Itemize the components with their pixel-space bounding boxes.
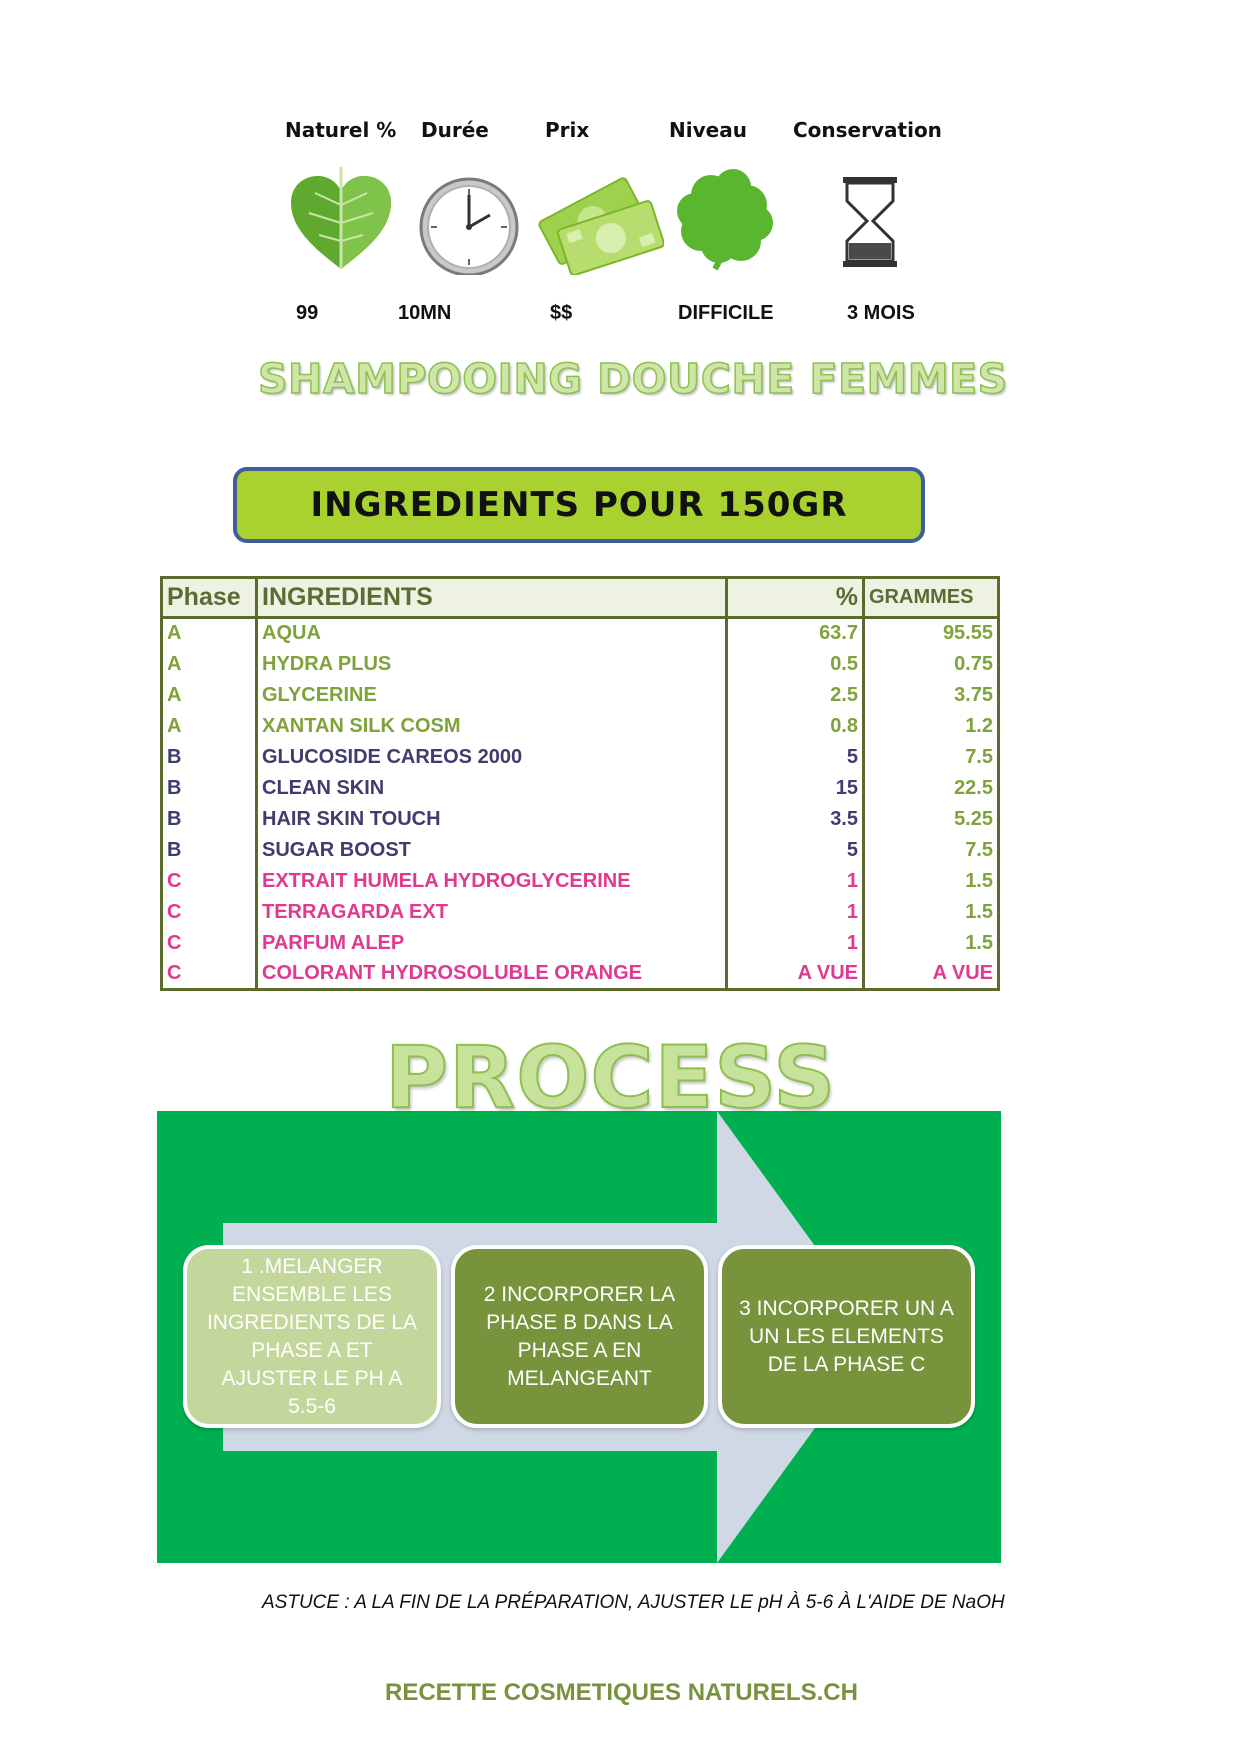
cell-pct: 1 (727, 928, 864, 959)
clock-icon (416, 165, 526, 280)
cell-phase: C (162, 897, 257, 928)
table-row (162, 897, 999, 928)
table-row (162, 680, 999, 711)
recipe-title: SHAMPOOING DOUCHE FEMMES (258, 355, 1008, 403)
label-prix: Prix (545, 118, 590, 142)
cell-pct: 0.5 (727, 649, 864, 680)
cell-pct: A VUE (727, 959, 864, 990)
ingredients-banner-text: INGREDIENTS POUR 150GR (310, 485, 848, 525)
value-naturel: 99 (296, 302, 319, 324)
cell-pct: 2.5 (727, 680, 864, 711)
cell-pct: 5 (727, 742, 864, 773)
cell-phase: B (162, 835, 257, 866)
table-row (162, 959, 999, 990)
cell-pct: 63.7 (727, 618, 864, 649)
cell-phase: C (162, 928, 257, 959)
table-row (162, 835, 999, 866)
cell-grammes: 1.2 (864, 711, 999, 742)
process-step-2-text: 2 INCORPORER LA PHASE B DANS LA PHASE A EN MELANGEANT (483, 1282, 676, 1390)
money-icon (532, 165, 664, 280)
cell-ingredient: TERRAGARDA EXT (257, 897, 727, 928)
cell-ingredient: HYDRA PLUS (257, 649, 727, 680)
table-row (162, 649, 999, 680)
label-conservation: Conservation (793, 118, 942, 142)
table-row (162, 928, 999, 959)
cell-ingredient: GLUCOSIDE CAREOS 2000 (257, 742, 727, 773)
cell-grammes: 0.75 (864, 649, 999, 680)
process-step-1-text: 1 .MELANGER ENSEMBLE LES INGREDIENTS DE LA PHASE A ET AJUSTER LE PH A 5.5-6 (206, 1254, 418, 1418)
cell-phase: C (162, 959, 257, 990)
value-niveau: DIFFICILE (678, 302, 774, 324)
header-phase: Phase (162, 578, 257, 618)
value-prix: $$ (550, 302, 573, 324)
cell-ingredient: COLORANT HYDROSOLUBLE ORANGE (257, 959, 727, 990)
cell-pct: 5 (727, 835, 864, 866)
label-niveau: Niveau (669, 118, 747, 142)
header-ingredients: INGREDIENTS (257, 578, 727, 618)
cell-phase: B (162, 804, 257, 835)
cell-phase: B (162, 742, 257, 773)
cell-pct: 0.8 (727, 711, 864, 742)
table-row (162, 618, 999, 649)
cell-ingredient: SUGAR BOOST (257, 835, 727, 866)
cell-ingredient: AQUA (257, 618, 727, 649)
process-step-1 (183, 1245, 441, 1428)
label-duree: Durée (421, 118, 489, 142)
cell-grammes: A VUE (864, 959, 999, 990)
cell-pct: 1 (727, 866, 864, 897)
cell-grammes: 5.25 (864, 804, 999, 835)
cell-phase: C (162, 866, 257, 897)
cell-grammes: 1.5 (864, 866, 999, 897)
process-step-3 (718, 1245, 975, 1428)
cell-phase: B (162, 773, 257, 804)
astuce-note: ASTUCE : A LA FIN DE LA PRÉPARATION, AJUSTER LE pH À 5-6 À L'AIDE DE NaOH (262, 1592, 1005, 1613)
cell-phase: A (162, 680, 257, 711)
table-row (162, 804, 999, 835)
cell-pct: 15 (727, 773, 864, 804)
cell-grammes: 95.55 (864, 618, 999, 649)
table-row (162, 773, 999, 804)
cell-grammes: 3.75 (864, 680, 999, 711)
cell-phase: A (162, 618, 257, 649)
process-step-2 (451, 1245, 708, 1428)
cell-phase: A (162, 649, 257, 680)
value-duree: 10MN (398, 302, 452, 324)
footer-brand: RECETTE COSMETIQUES NATURELS.CH (385, 1679, 858, 1706)
table-row (162, 742, 999, 773)
leaf-icon (285, 165, 397, 280)
value-conservation: 3 MOIS (847, 302, 915, 324)
cell-ingredient: XANTAN SILK COSM (257, 711, 727, 742)
cell-grammes: 7.5 (864, 835, 999, 866)
cell-grammes: 7.5 (864, 742, 999, 773)
cell-grammes: 22.5 (864, 773, 999, 804)
process-title: PROCESS (385, 1028, 837, 1128)
table-row (162, 866, 999, 897)
cell-pct: 1 (727, 897, 864, 928)
header-grammes: GRAMMES (864, 578, 999, 618)
cell-ingredient: CLEAN SKIN (257, 773, 727, 804)
table-row (162, 711, 999, 742)
cell-grammes: 1.5 (864, 897, 999, 928)
cell-grammes: 1.5 (864, 928, 999, 959)
clover-icon (675, 165, 779, 280)
cell-ingredient: PARFUM ALEP (257, 928, 727, 959)
cell-ingredient: GLYCERINE (257, 680, 727, 711)
cell-phase: A (162, 711, 257, 742)
cell-ingredient: HAIR SKIN TOUCH (257, 804, 727, 835)
ingredients-table (160, 576, 1000, 991)
header-pct: % (727, 578, 864, 618)
table-header-row (162, 578, 999, 618)
label-naturel: Naturel % (285, 118, 397, 142)
hourglass-icon (835, 165, 905, 280)
cell-ingredient: EXTRAIT HUMELA HYDROGLYCERINE (257, 866, 727, 897)
process-step-3-text: 3 INCORPORER UN A UN LES ELEMENTS DE LA PHASE C (739, 1296, 954, 1376)
cell-pct: 3.5 (727, 804, 864, 835)
ingredients-banner (233, 467, 925, 543)
